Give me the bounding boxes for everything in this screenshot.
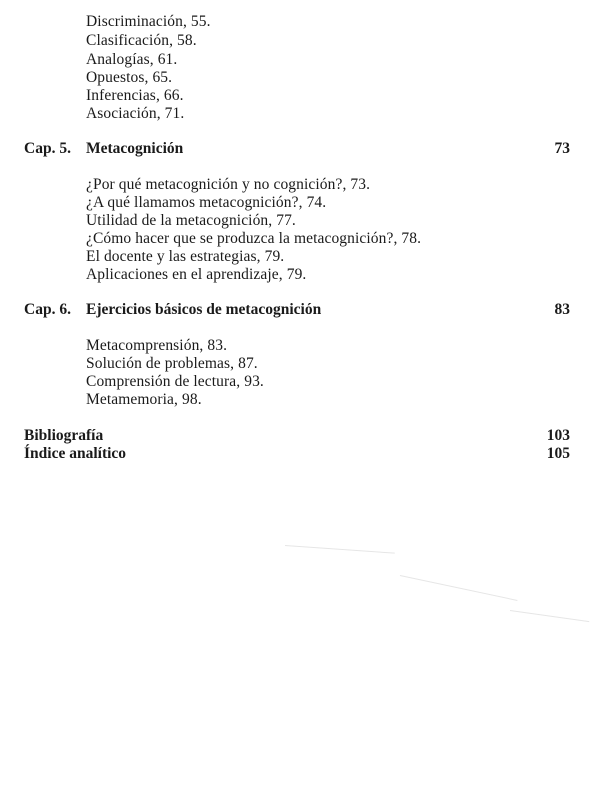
chapter-6-heading (24, 301, 321, 319)
toc-entry: El docente y las estrategias, 79. (86, 248, 285, 265)
toc-entry: Comprensión de lectura, 93. (86, 373, 264, 390)
toc-entry: Opuestos, 65. (86, 69, 173, 86)
toc-entry: Metamemoria, 98. (86, 391, 202, 408)
scan-smudge (400, 575, 518, 601)
toc-entry: Utilidad de la metacognición, 77. (86, 212, 296, 229)
toc-entry: ¿Por qué metacognición y no cognición?, 73. (86, 176, 371, 193)
chapter-number: Cap. 5. (24, 140, 71, 157)
toc-entry: Metacomprensión, 83. (86, 337, 228, 354)
toc-entry: Aplicaciones en el aprendizaje, 79. (86, 266, 307, 283)
bibliography-entry: Bibliografía (24, 427, 104, 444)
toc-entry: Discriminación, 55. (86, 13, 211, 30)
toc-entry: Inferencias, 66. (86, 87, 184, 104)
toc-entry: Analogías, 61. (86, 51, 178, 68)
toc-entry: Clasificación, 58. (86, 32, 197, 49)
chapter-title: Ejercicios básicos de metacognición (86, 301, 322, 318)
toc-entry: Solución de problemas, 87. (86, 355, 258, 372)
chapter-title: Metacognición (86, 140, 184, 157)
index-entry: Índice analítico (24, 445, 127, 462)
bibliography-page-number: 103 (546, 427, 570, 444)
scan-smudge (510, 610, 589, 622)
index-page-number: 105 (546, 445, 570, 462)
toc-entry: Asociación, 71. (86, 105, 185, 122)
chapter-5-page-number: 73 (554, 140, 570, 157)
scan-smudge (285, 545, 395, 554)
toc-entry: ¿Cómo hacer que se produzca la metacognición?, 78. (86, 230, 422, 247)
chapter-5-heading (24, 140, 183, 158)
chapter-number: Cap. 6. (24, 301, 71, 318)
chapter-6-page-number: 83 (554, 301, 570, 318)
toc-entry: ¿A qué llamamos metacognición?, 74. (86, 194, 327, 211)
